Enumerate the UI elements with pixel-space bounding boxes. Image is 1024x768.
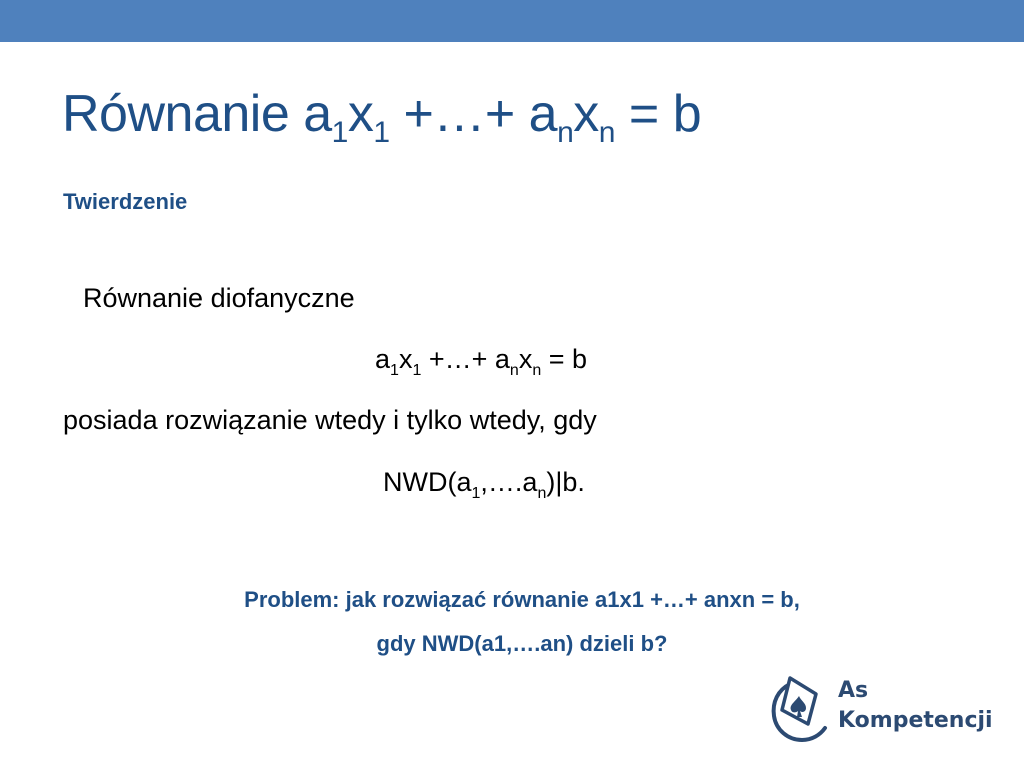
title-subscript: n <box>557 116 574 149</box>
logo-wordmark <box>838 676 993 736</box>
logo-line-as: As <box>838 678 869 703</box>
equation-subscript: n <box>509 362 519 379</box>
gcd-text: NWD(a <box>383 467 472 497</box>
equation-text: x <box>398 344 413 374</box>
as-kompetencji-logo <box>768 672 1000 744</box>
equation-line <box>375 343 588 379</box>
body-line-diophantine: Równanie diofanyczne <box>83 283 355 313</box>
slide-title <box>62 84 702 149</box>
gcd-subscript: n <box>537 485 547 502</box>
gcd-condition-line <box>383 466 585 502</box>
title-subscript: n <box>598 116 615 149</box>
spade-icon <box>768 672 834 744</box>
title-text: Równanie a <box>62 85 332 143</box>
equation-subscript: 1 <box>412 362 422 379</box>
title-text: x <box>573 85 599 143</box>
title-text: +…+ a <box>389 85 558 143</box>
gcd-text: ,….a <box>480 467 538 497</box>
problem-statement-line2: gdy NWD(a1,….an) dzieli b? <box>376 631 668 656</box>
equation-subscript: 1 <box>390 362 399 379</box>
equation-text: +…+ a <box>421 344 510 374</box>
equation-text: x <box>518 344 533 374</box>
theorem-heading: Twierdzenie <box>63 189 188 214</box>
body-line-condition: posiada rozwiązanie wtedy i tylko wtedy, gdy <box>63 405 597 435</box>
top-accent-bar <box>0 0 1024 42</box>
title-subscript: 1 <box>331 116 348 149</box>
problem-statement-line1: Problem: jak rozwiązać równanie a1x1 +…+ anxn = b, <box>244 587 800 612</box>
equation-subscript: n <box>532 362 542 379</box>
gcd-subscript: 1 <box>471 485 481 502</box>
gcd-text: )|b. <box>546 467 585 497</box>
logo-line-kompetencji: Kompetencji <box>838 708 993 733</box>
title-text: = b <box>614 85 702 143</box>
title-subscript: 1 <box>373 116 390 149</box>
title-text: x <box>347 85 374 143</box>
equation-text: = b <box>541 344 588 374</box>
equation-text: a <box>375 344 391 374</box>
